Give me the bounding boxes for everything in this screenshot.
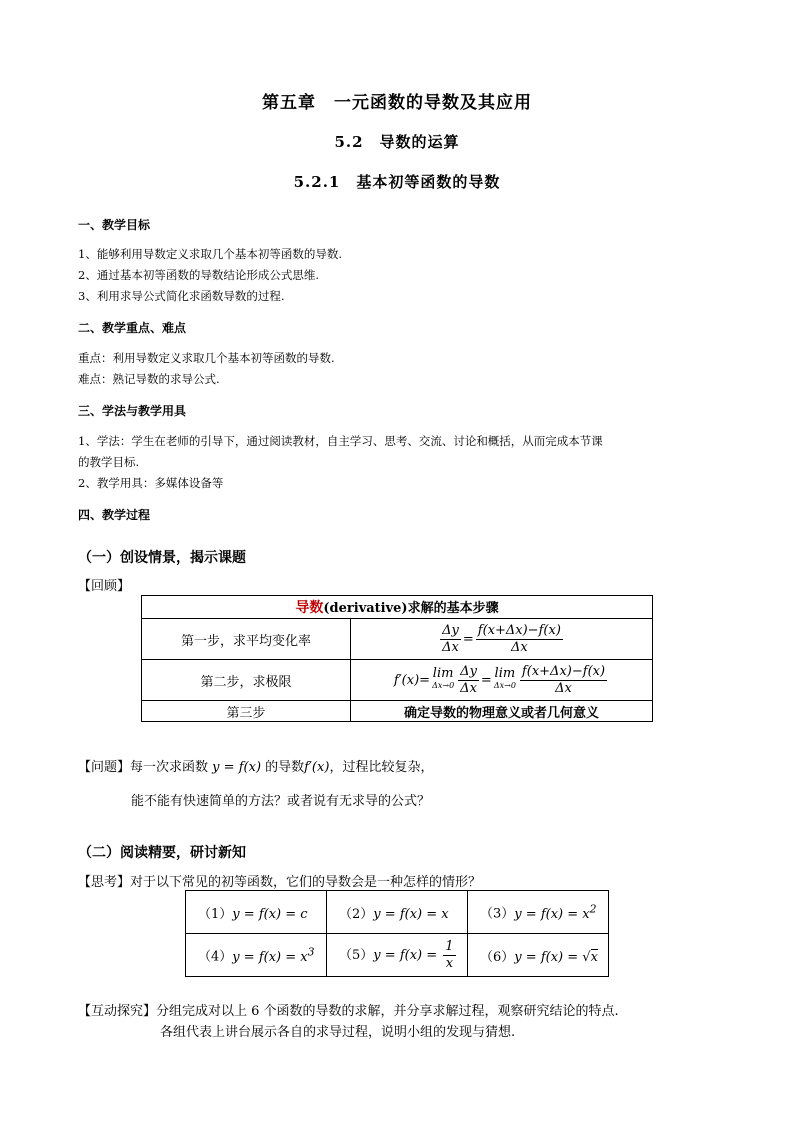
think-tag: 【思考】 [78,875,131,890]
step2-label: 第二步，求极限 [142,660,351,701]
question-text-c: ，过程比较复杂， [329,760,434,775]
goal-item: 2、通过基本初等函数的导数结论形成公式思维. [78,268,319,282]
step3-content: 确定导数的物理意义或者几何意义 [351,701,653,722]
key-points-heading: 二、教学重点、难点 [78,321,187,335]
question-text-b: 的导数 [265,760,305,775]
methods-item: 2、教学用具：多媒体设备等 [78,476,224,490]
header-text: (derivative)求解的基本步骤 [323,601,499,616]
func-cell-5: （5）y = f(x) = $\frac{1}{x}$ [327,934,468,977]
question-line [78,756,433,775]
func-cell-2: （2）y = f(x) = x [327,891,468,934]
chapter-title: 第五章 一元函数的导数及其应用 [262,93,532,113]
methods-heading: 三、学法与教学用具 [78,404,187,418]
functions-table [185,890,609,977]
func-cell-6: （6）y = f(x) = √x [468,934,609,977]
goals-heading: 一、教学目标 [78,218,151,232]
think-text: 对于以下常见的初等函数，它们的导数会是一种怎样的情形？ [130,875,482,890]
goal-item: 1、能够利用导数定义求取几个基本初等函数的导数. [78,247,342,261]
function-notation: y = f(x) [212,760,262,775]
explore-tag: 【互动探究】 [78,1004,157,1019]
methods-item: 1、学法：学生在老师的引导下，通过阅读教材，自主学习、思考、交流、讨论和概括，从而完成本节课 [78,434,603,448]
key-point-item: 难点：熟记导数的求导公式. [78,372,220,386]
process-heading: 四、教学过程 [78,508,151,522]
derivative-notation: f′(x) [304,760,330,775]
methods-item: 的教学目标. [78,455,140,469]
func-cell-1: （1）y = f(x) = c [186,891,327,934]
part1-heading: （一）创设情景，揭示课题 [78,550,246,566]
subsection-title: 5.2.1 基本初等函数的导数 [293,173,501,191]
derivative-steps-table [141,595,653,722]
header-red-text: 导数 [295,600,324,616]
func-cell-3: $(3)y = f(x) = x^2$ [468,891,609,934]
think-line [78,871,481,890]
explore-line-2: 各组代表上讲台展示各自的求导过程，说明小组的发现与猜想. [160,1025,516,1040]
explore-line [78,1000,619,1019]
func-cell-4: $(4)y = f(x) = x^3$ [186,934,327,977]
question-text-a: 每一次求函数 [130,760,209,775]
question-tag: 【问题】 [78,760,131,775]
step1-formula: $\frac{\Delta y}{\Delta x}$ = $\frac{f(x+\Delta x)-f(x)}{\Delta x}$ [351,619,653,660]
step1-label: 第一步，求平均变化率 [142,619,351,660]
part2-heading: （二）阅读精要，研讨新知 [78,845,246,861]
section-title: 5.2 导数的运算 [334,133,460,151]
goal-item: 3、利用求导公式简化求函数导数的过程. [78,289,285,303]
review-tag: 【回顾】 [78,579,131,594]
table-header [142,596,653,619]
key-point-item: 重点：利用导数定义求取几个基本初等函数的导数. [78,351,335,365]
explore-text: 分组完成对以上 6 个函数的导数的求解，并分享求解过程，观察研究结论的特点. [156,1004,619,1019]
question-line-2: 能不能有快速简单的方法？或者说有无求导的公式？ [131,794,431,809]
step2-formula: f′(x)= lim Δx→0 $\frac{\Delta y}{\Delta x}$ = lim Δx→0 $\frac{f(x+\Delta x)-f(x)}{\Delta x}$ [351,660,653,701]
step3-label: 第三步 [142,701,351,722]
